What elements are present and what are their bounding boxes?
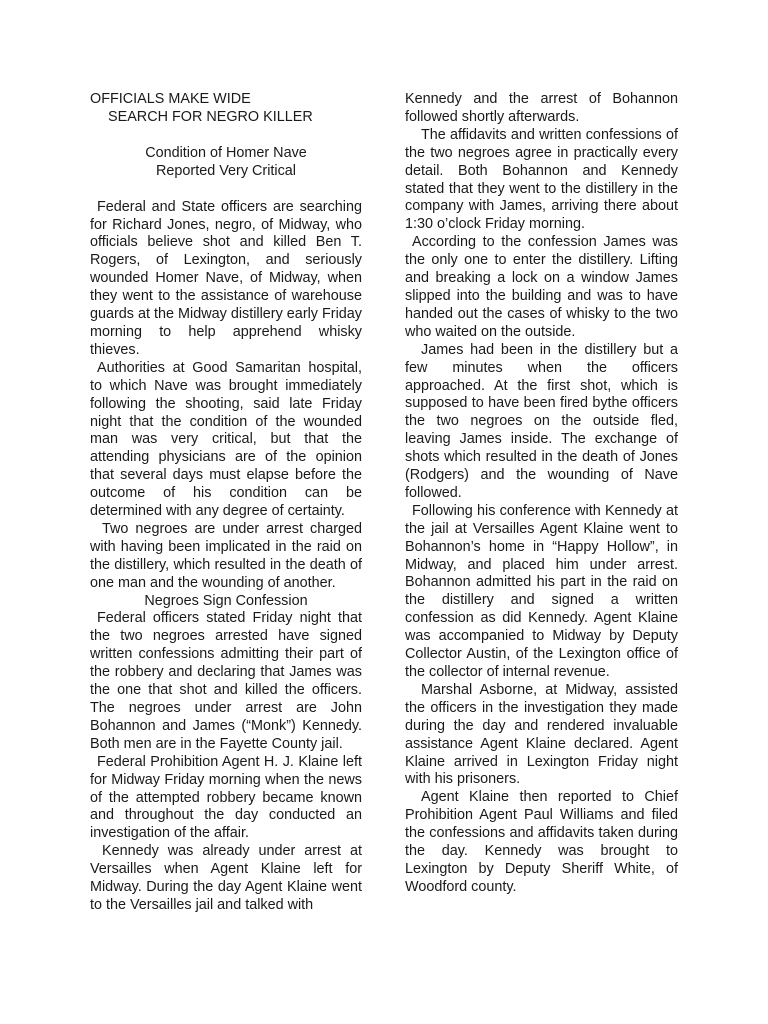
- subheadline-line-2: Reported Very Critical: [156, 162, 296, 179]
- paragraph: According to the confession James was the only one to enter the distillery. Lifting and breaking a lock on a window James slipped into the building and was to have handed out the cases of whisky to the two who waited on the outside.: [405, 234, 678, 340]
- section-heading: Negroes Sign Confession: [144, 592, 308, 609]
- paragraph: Authorities at Good Samaritan hospital, to which Nave was brought immediately following the shooting, said late Friday night that the condition of the wounded man was very critical, but that the attending physicians are of the opinion that several days must elapse before the outcome of his condition can be determined with any degree of certainty.: [90, 359, 362, 520]
- headline: [90, 91, 362, 127]
- paragraph: Marshal Asborne, at Midway, assisted the officers in the investigation they made during the day and rendered invaluable assistance Agent Klaine declared. Agent Klaine arrived in Lexington Friday night with his prisoners.: [405, 681, 678, 788]
- paragraph: Kennedy was already under arrest at Versailles when Agent Klaine left for Midway. During the day Agent Klaine went to the Versailles jail and talked with: [90, 843, 362, 913]
- paragraph: Federal Prohibition Agent H. J. Klaine left for Midway Friday morning when the news of the attempted robbery became known and throughout the day conducted an investigation of the affair.: [90, 753, 362, 842]
- paragraph: Agent Klaine then reported to Chief Prohibition Agent Paul Williams and filed the confessions and affidavits taken during the day. Kennedy was brought to Lexington by Deputy Sheriff White, of Woodford county.: [405, 789, 678, 895]
- paragraph: Kennedy and the arrest of Bohannon followed shortly afterwards.: [405, 91, 678, 125]
- paragraph: Two negroes are under arrest charged with having been implicated in the raid on the distillery, which resulted in the death of one man and the wounding of another.: [90, 520, 362, 591]
- headline-line-1: OFFICIALS MAKE WIDE: [90, 91, 251, 107]
- left-column: [90, 91, 362, 915]
- right-column: [405, 91, 678, 897]
- paragraph: The affidavits and written confessions of the two negroes agree in practically every detail. Both Bohannon and Kennedy stated that they went to the distillery in the company with James, arriving there about 1:30 o’clock Friday morning.: [405, 126, 678, 233]
- subheadline: [90, 145, 362, 181]
- headline-line-2: SEARCH FOR NEGRO KILLER: [108, 108, 313, 125]
- subheadline-line-1: Condition of Homer Nave: [145, 144, 307, 161]
- paragraph: Federal officers stated Friday night that the two negroes arrested have signed written confessions admitting their part of the robbery and declaring that James was the one that shot and killed the officers. The negroes under arrest are John Bohannon and James (“Monk”) Kennedy. Both men are in the Fayette County jail.: [90, 610, 362, 752]
- paragraph: Following his conference with Kennedy at the jail at Versailles Agent Klaine went to Bohannon’s home in “Happy Hollow”, in Midway, and placed him under arrest. Bohannon admitted his part in the raid on the distillery and signed a written confession as did Kennedy. Agent Klaine was accompanied to Midway by Deputy Collector Austin, of the Lexington office of the collector of internal revenue.: [405, 502, 678, 680]
- paragraph: Federal and State officers are searching for Richard Jones, negro, of Midway, who officials believe shot and killed Ben T. Rogers, of Lexington, and seriously wounded Homer Nave, of Midway, when they went to the assistance of warehouse guards at the Midway distillery early Friday morning to help apprehend whisky thieves.: [90, 198, 362, 358]
- paragraph: James had been in the distillery but a few minutes when the officers approached. At the first shot, which is supposed to have been fired bythe officers the two negroes on the outside fled, leaving James inside. The exchange of shots which resulted in the death of Jones (Rodgers) and the wounding of Nave followed.: [405, 341, 678, 501]
